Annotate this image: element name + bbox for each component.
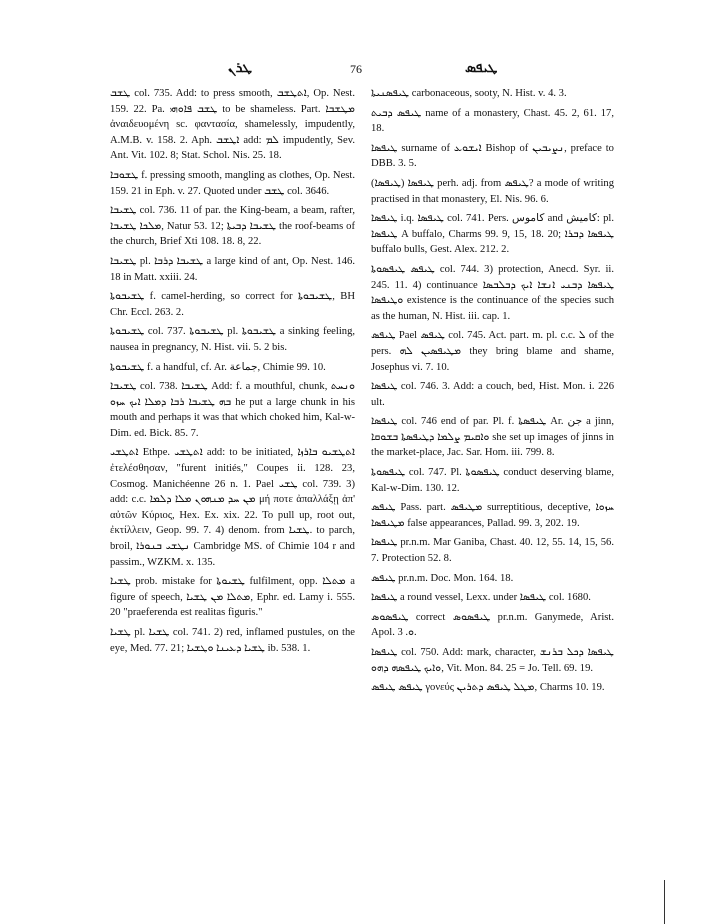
dictionary-entry: ܛܝܦܣ ܕܒܝܬ name of a monastery, Chast. 45. 2, 61. 17, 18. bbox=[371, 107, 615, 135]
dictionary-entry: ܛܝܦܣܐ a round vessel, Lexx. under ܛܝܦܣܐ col. 1680. bbox=[371, 592, 591, 604]
dictionary-entry: ܛܝܦܣܘܬܐ col. 747. Pl. ܛܝܦܣܘܬܐ conduct deserving blame, Kal-w-Dim. 130. 12. bbox=[371, 467, 614, 494]
running-headword-left: ܛܪܢ bbox=[228, 60, 253, 76]
dictionary-entry: ܛܝܦܣܘܣ correct ܛܝܦܣܘܣ pr.n.m. Ganymede, Arist. Apol. ܘ. 3. bbox=[371, 611, 614, 639]
dictionary-entry: ܛܝܦܣܐ pr.n.m. Mar Ganiba, Chast. 40. 12, 55. 14, 15, 56. 7. Protection 52. 8. bbox=[371, 537, 614, 565]
dictionary-entry: ܛܝܦܣܐ col. 750. Add: mark, character, ܛܝܦܣܐ ܕܟܠ ܒܪܢܫ ܘܐܝܟ ܛܝܦܣܗ ܕܗܘ, Vit. Mon. 84. 25 = Jo. Tell. 69. 19. bbox=[371, 647, 614, 674]
dictionary-entry: ܛܫܝܒܘܬܐ f. camel-herding, so correct for ܛܫܝܒܘܬܐ, BH Chr. Eccl. 263. 2. bbox=[110, 291, 355, 318]
right-column bbox=[371, 86, 614, 700]
dictionary-entry: ܛܫܝܒܘܬܐ f. a handful, cf. Ar. جماعة, Chimie 99. 10. bbox=[110, 361, 326, 373]
left-column bbox=[110, 86, 355, 660]
running-headword-right: ܛܝܦܣ bbox=[465, 60, 498, 76]
dictionary-entry: ܛܫܝܐ prob. mistake for ܛܫܝܘܬܐ fulfilment, opp. ܡܬܠܐ a figure of speech, ܡܬܠܐ ܡܢ ܛܫܝܐ, Ephr. ed. Lamy i. 555. 20 "praeferenda est realitas figuris." bbox=[110, 576, 355, 619]
dictionary-entry: ܛܝܦܣܐ surname of ܐܝܫܘܥ Bishop of ܢܨܝܒܝܢ, preface to DBB. 3. 5. bbox=[371, 142, 614, 170]
dictionary-entry: ܛܝܦܣܐ col. 746 end of par. Pl. f. ܛܝܦܣܬܐ Ar. جن a jinn, ܘܐܩܝܡ ܨܠܡܐ ܕܛܝܦܣܬܐ ܒܫܘܩܐ she set up images of jinns in the market-place, Jac. Sar. Hom. iii. 799. 8. bbox=[371, 416, 614, 459]
dictionary-entry: ܛܫܘܒܐ f. pressing smooth, mangling as clothes, Op. Nest. 159. 21 in Eph. v. 27. Quoted under ܛܫܒ col. 3646. bbox=[110, 169, 355, 197]
dictionary-entry: ܛܝܦܣ ܛܝܦܣܘܬܐ col. 744. 3) protection, Anecd. Syr. ii. 245. 11. 4) continuance ܛܝܦܣܐ ܕܒܢܝ ܐܢܫܐ ܐܝܟ ܕܒܠܒܣܐ ܘܛܝܦܣܐ existence is the continuance of the species such as the human, N. Hist. iii. cap. 1. bbox=[371, 263, 615, 322]
dictionary-entry: ܛܫܝܒܐ pl. ܛܫܝܒܐ ܕܪܒܐ a large kind of ant, Op. Nest. 146. 18 in Matt. xxiii. 24. bbox=[110, 255, 355, 283]
dictionary-entry: ܛܝܦܣܐ i.q. ܛܝܦܣܐ col. 741. Pers. كاموس and كاميش: pl. ܛܝܦܣܐ A buffalo, Charms 99. 9, 15, 18. 20; ܛܝܦܣܐ ܕܒܪܐ buffalo bulls, Gest. Alex. 212. 2. bbox=[371, 213, 614, 256]
dictionary-entry: ܛܝܦܣܐ (ܛܝܦܣܐ) perh. adj. from ܛܝܦܣ? a mode of writing practised in that monastery, El. Nis. 96. 6. bbox=[371, 177, 614, 205]
dictionary-entry: ܛܫܝܐ pl. ܛܫܝܐ col. 741. 2) red, inflamed pustules, on the eye, Med. 77. 21; ܛܫܝܐ ܕܥܝܢܐ ܘܛܫܝܐ ib. 538. 1. bbox=[110, 627, 355, 654]
page-number: 76 bbox=[350, 62, 362, 76]
dictionary-entry: ܛܫܝܒܘܬܐ col. 737. ܛܫܝܒܘܬܐ pl. ܛܫܝܒܘܬܐ a sinking feeling, nausea in pregnancy, N. Hist. vii. 5. 2 bis. bbox=[110, 326, 356, 353]
dictionary-entry: ܛܫܝܒܐ col. 738. ܛܫܝܒܐ Add: f. a mouthful, chunk, ܘܢܚܬ ܒܗ ܛܫܝܒܐ ܪܒܐ ܕܡܠܐ ܐܝܟ ܚܙܘ he put a large chunk in his mouth and perhaps it was that which choked him, Kal-w-Dim. ed. Bick. 85. 7. bbox=[110, 381, 355, 439]
dictionary-entry: ܛܝܦܣ Pass. part. ܡܛܝܦܣ surreptitious, deceptive, ܚܙܘܐ ܡܛܝܦܣܐ false appearances, Pallad. 99. 3, 202. 19. bbox=[371, 502, 614, 529]
dictionary-entry: ܛܝܦܣ pr.n.m. Doc. Mon. 164. 18. bbox=[371, 572, 514, 584]
dictionary-entry: ܛܝܦܣܢܝܬܐ carbonaceous, sooty, N. Hist. v. 4. 3. bbox=[371, 88, 567, 99]
dictionary-entry: ܛܝܦܣ Pael ܛܝܦܣ col. 745. Act. part. m. pl. c.c. ܠ of the pers. ܡܛܝܦܣܝܢ ܠܗ they bring blame and shame, Josephus vi. 7. 10. bbox=[371, 330, 614, 373]
margin-rule bbox=[664, 880, 665, 924]
dictionary-entry: ܛܝܦܣܐ col. 746. 3. Add: a couch, bed, Hist. Mon. i. 226 ult. bbox=[371, 381, 614, 408]
dictionary-entry: ܐܬܛܫܝ Ethpe. ܐܬܛܫܝ add: to be initiated, ܐܬܛܫܝܘ ܒܐܪܙܐ ἐτελέσθησαν, "furent initiés," Coupes ii. 128. 23, Cosmog. Manichéenne 26 n. 1. Pael ܛܫܝ col. 739. 3) add: c.c. ܡܢ ܚܕ ܡܢܗܘܢ ܡܠܐ ܕܠܡܐ μή ποτε ἀπαλλάξῃ ἀπ' αὐτῶν Κύριος, Hex. Ex. xix. 22. To pull up, root out, ἐκτίλλειν, Geop. 99. 7. 4) denom. from ܛܫܝܐ. to parch, broil, ܢܛܫܝ ܒܢܘܪܐ Cambridge MS. of Chimie 104 r and passim., WZKM. x. 135. bbox=[110, 447, 356, 568]
dictionary-entry: ܛܫܝܒܐ col. 736. 11 of par. the King-beam, a beam, rafter, ܡܠܟܐ ܛܫܝܒܐ, Natur 53. 12; ܛܫܝܒܐ ܕܒܝܬܐ the roof-beams of the church, Brief Xti 108. 18. 8, 22. bbox=[110, 205, 355, 248]
dictionary-entry: ܛܫܒ col. 735. Add: to press smooth, ܐܬܛܫܒ, Op. Nest. 159. 22. Pa. ܛܫܒ ܦܐܘܗܝ to be shameless. Part. ܡܛܫܒܐ ἀναιδευομένη sc. φαντασία, shamelessly, impudently, A.M.B. v. 158. 2. Aph. ܐܛܫܒ add: ܠܡ impudently, Sev. Ant. Vit. 102. 8; Stat. Schol. Nis. 25. 18. bbox=[110, 88, 356, 162]
dictionary-entry: ܛܝܦܣ ܛܝܦܣ γονεύς ܡܛܠ ܛܝܦܣ ܕܬܪܝܢ, Charms 10. 19. bbox=[371, 682, 605, 694]
